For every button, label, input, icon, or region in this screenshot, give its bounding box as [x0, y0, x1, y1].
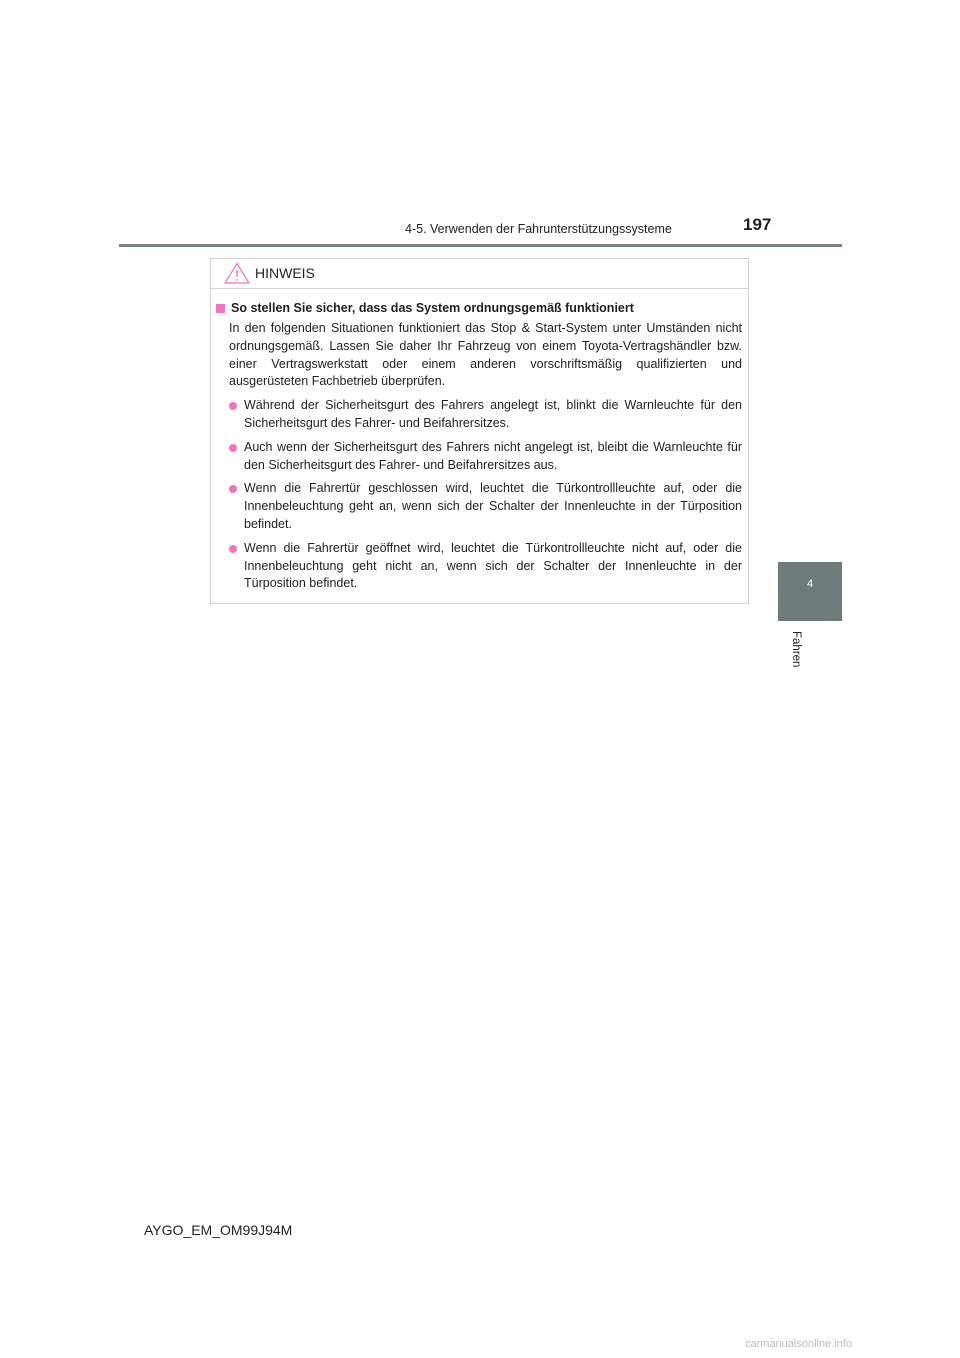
list-item-text: Wenn die Fahrertür geöffnet wird, leuchtet die Türkontrollleuchte nicht auf, oder die Innenbeleuchtung geht nicht an, wenn sich der Schalter der Innenleuchte in der Türposition befindet. [244, 540, 742, 591]
notice-title: HINWEIS [255, 265, 315, 281]
notice-header [211, 259, 748, 289]
notice-subheading [216, 301, 742, 315]
list-item-text: Während der Sicherheitsgurt des Fahrers angelegt ist, blinkt die Warnleuchte für den Sicherheitsgurt des Fahrer- und Beifahrersitzes. [244, 398, 742, 430]
notice-body [211, 289, 748, 593]
list-item [229, 397, 742, 433]
watermark: carmanualsonline.info [745, 1338, 853, 1350]
footer-code: AYGO_EM_OM99J94M [144, 1222, 293, 1238]
warning-triangle-icon [224, 262, 250, 284]
square-bullet-icon [216, 304, 225, 313]
page-number: 197 [743, 215, 772, 234]
round-bullet-icon [229, 444, 237, 452]
list-item [229, 540, 742, 593]
round-bullet-icon [229, 545, 237, 553]
chapter-label: Fahren [790, 631, 802, 668]
round-bullet-icon [229, 485, 237, 493]
round-bullet-icon [229, 402, 237, 410]
notice-intro: In den folgenden Situationen funktioniert das Stop & Start-System unter Umständen nicht ordnungsgemäß. Lassen Sie daher Ihr Fahrzeug von einem Toyota-Vertragshändler bzw. einer Vertragswerkstatt oder einem anderen vorschriftsmäßig qualifizierten und ausgerüsteten Fachbetrieb überprüfen. [229, 321, 742, 389]
list-item-text: Auch wenn der Sicherheitsgurt des Fahrers nicht angelegt ist, bleibt die Warnleuchte für den Sicherheitsgurt des Fahrer- und Beifahrersitzes aus. [244, 439, 742, 472]
chapter-tab [778, 562, 842, 621]
header-rule [119, 244, 842, 247]
chapter-number: 4 [806, 578, 814, 590]
subheading-text: So stellen Sie sicher, dass das System ordnungsgemäß funktioniert [231, 301, 634, 315]
header-section-title: 4-5. Verwenden der Fahrunterstützungssysteme [405, 222, 672, 236]
list-item [229, 480, 742, 533]
list-item-text: Wenn die Fahrertür geschlossen wird, leuchtet die Türkontrollleuchte auf, oder die Innenbeleuchtung geht an, wenn sich der Schalter der Innenleuchte in der Türposition befindet. [244, 481, 742, 531]
notice-box [210, 258, 749, 604]
list-item [229, 439, 742, 475]
